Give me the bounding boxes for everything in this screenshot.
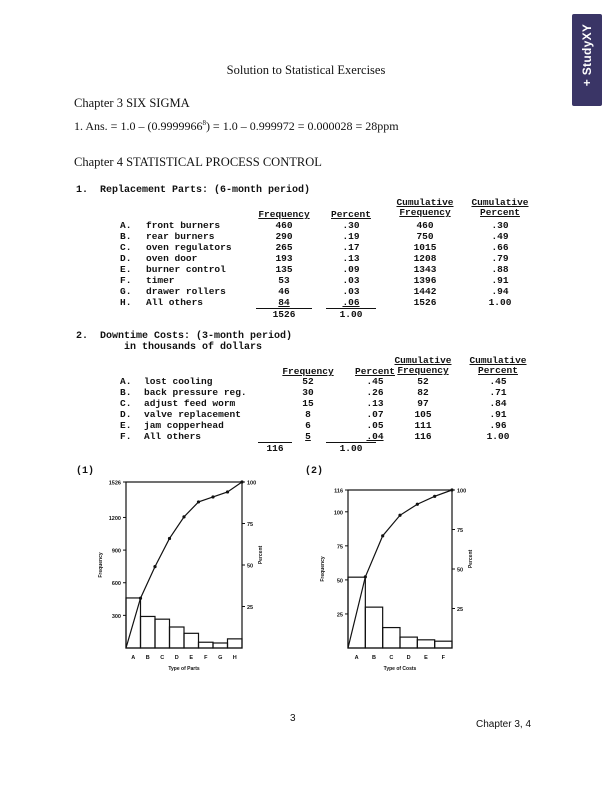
y2-axis-label: Percent [258, 545, 264, 565]
y-tick-label: 600 [111, 581, 121, 588]
row-letter: G. [120, 286, 132, 297]
y2-tick-label: 50 [457, 567, 464, 574]
bar [170, 627, 185, 648]
row-cumulative-frequency: 1396 [413, 275, 437, 286]
row-frequency: 460 [275, 220, 293, 231]
row-percent: .19 [342, 231, 360, 242]
chart2-label: (2) [305, 466, 324, 477]
header-frequency: Frequency [282, 366, 334, 377]
x-tick-label: A [131, 655, 136, 661]
row-letter: F. [120, 431, 132, 442]
section2-title: 2. Downtime Costs: (3-month period) [76, 331, 293, 342]
chart1-label: (1) [76, 466, 95, 477]
header-percent: Percent [331, 209, 371, 220]
cumulative-point [416, 503, 419, 506]
y2-tick-label: 25 [457, 607, 464, 613]
row-letter: A. [120, 376, 132, 387]
y-tick-label: 300 [111, 613, 121, 620]
row-letter: E. [120, 264, 132, 275]
answer-exponent: 8 [202, 119, 206, 127]
y-tick-label: 25 [336, 612, 343, 619]
plot-frame [126, 482, 242, 648]
answer-suffix: ) = 1.0 – 0.999972 = 0.000028 = 28ppm [205, 119, 399, 133]
x-tick-label: E [424, 655, 428, 661]
row-frequency: 265 [275, 242, 293, 253]
row-cumulative-frequency: 97 [417, 398, 429, 409]
row-name: adjust feed worm [144, 398, 236, 409]
cumulative-point [433, 495, 436, 498]
header-percent: Percent [355, 366, 395, 377]
header-frequency: Frequency [258, 209, 310, 220]
x-tick-label: G [218, 655, 223, 661]
row-letter: B. [120, 231, 132, 242]
row-name: burner control [146, 264, 226, 275]
row-cumulative-frequency: 750 [416, 231, 434, 242]
row-percent: .06 [342, 297, 360, 308]
row-name: oven regulators [146, 242, 232, 253]
x-tick-label: B [145, 655, 150, 661]
row-letter: F. [120, 275, 132, 286]
row-cumulative-frequency: 1526 [413, 297, 437, 308]
y2-tick-label: 50 [247, 563, 254, 570]
row-cumulative-frequency: 1208 [413, 253, 437, 264]
row-letter: H. [120, 297, 132, 308]
x-tick-label: E [189, 655, 194, 661]
section1-total-frequency: 1526 [256, 308, 312, 320]
row-percent: .03 [342, 286, 360, 297]
row-letter: B. [120, 387, 132, 398]
y-tick-label: 1200 [108, 515, 121, 522]
y-axis-label: Frequency [320, 556, 326, 582]
cumulative-point [211, 495, 214, 498]
row-frequency: 52 [302, 376, 314, 387]
row-cumulative-percent: .45 [489, 376, 507, 387]
row-cumulative-frequency: 111 [414, 420, 432, 431]
row-cumulative-frequency: 1015 [413, 242, 437, 253]
y2-tick-label: 100 [457, 488, 467, 495]
bar [365, 607, 382, 648]
x-tick-label: F [204, 655, 208, 661]
bar [141, 616, 156, 648]
row-percent: .04 [366, 431, 384, 442]
row-percent: .05 [366, 420, 384, 431]
y-tick-label: 900 [111, 548, 121, 555]
row-cumulative-percent: .91 [491, 275, 509, 286]
row-cumulative-percent: .79 [491, 253, 509, 264]
cumulative-point [364, 575, 367, 578]
row-cumulative-frequency: 460 [416, 220, 434, 231]
x-tick-label: C [389, 655, 394, 661]
row-cumulative-percent: .49 [491, 231, 509, 242]
row-percent: .13 [366, 398, 384, 409]
bar [228, 639, 243, 648]
header-cumulative-frequency: Cumulative Frequency [396, 197, 454, 218]
row-cumulative-frequency: 82 [417, 387, 429, 398]
bar [155, 619, 170, 648]
row-cumulative-percent: .88 [491, 264, 509, 275]
table-row [0, 387, 612, 398]
row-cumulative-percent: .91 [489, 409, 507, 420]
row-cumulative-percent: 1.00 [486, 431, 510, 442]
answer-prefix: 1. Ans. = 1.0 – (0.9999966 [74, 119, 203, 133]
bar [383, 628, 400, 648]
row-cumulative-frequency: 52 [417, 376, 429, 387]
table-row [0, 398, 612, 409]
row-letter: D. [120, 253, 132, 264]
y2-tick-label: 75 [457, 528, 464, 534]
table-row [0, 420, 612, 431]
row-name: All others [146, 297, 204, 308]
row-name: valve replacement [144, 409, 241, 420]
row-frequency: 8 [305, 409, 311, 420]
chapter3-heading: Chapter 3 SIX SIGMA [74, 96, 190, 110]
studyxy-logo-text: + StudyXY [580, 23, 594, 87]
bar [199, 642, 214, 648]
cumulative-point [182, 515, 185, 518]
x-tick-label: F [441, 655, 446, 661]
row-letter: C. [120, 398, 132, 409]
row-letter: D. [120, 409, 132, 420]
y2-tick-label: 75 [247, 522, 254, 528]
header-cumulative-percent: Cumulative Percent [469, 355, 527, 376]
row-frequency: 290 [275, 231, 293, 242]
y-tick-label: 50 [336, 578, 343, 585]
y-tick-label: 75 [336, 544, 343, 551]
y-axis-label: Frequency [98, 552, 104, 578]
table-row [0, 409, 612, 420]
row-frequency: 135 [275, 264, 293, 275]
cumulative-point [226, 490, 229, 493]
row-percent: .30 [342, 220, 360, 231]
x-tick-label: D [406, 655, 411, 661]
cumulative-point [168, 537, 171, 540]
row-percent: .17 [342, 242, 360, 253]
y2-tick-label: 100 [247, 480, 257, 487]
row-cumulative-percent: .66 [491, 242, 509, 253]
y-tick-label: 100 [333, 510, 343, 517]
row-name: drawer rollers [146, 286, 226, 297]
row-percent: .07 [366, 409, 384, 420]
row-frequency: 84 [278, 297, 290, 308]
cumulative-point [398, 514, 401, 517]
row-name: oven door [146, 253, 198, 264]
row-frequency: 6 [305, 420, 311, 431]
row-name: lost cooling [144, 376, 213, 387]
header-cumulative-frequency: Cumulative Frequency [394, 355, 452, 376]
row-name: All others [144, 431, 202, 442]
section2-total-frequency: 116 [258, 442, 292, 454]
x-axis-label: Type of Parts [168, 666, 200, 672]
cumulative-point [139, 597, 142, 600]
row-cumulative-frequency: 105 [414, 409, 432, 420]
table-row [0, 376, 612, 387]
x-tick-label: B [372, 655, 376, 661]
chapter-footer: Chapter 3, 4 [476, 719, 532, 730]
x-tick-label: A [354, 655, 359, 661]
cumulative-point [381, 534, 384, 537]
bar [213, 643, 228, 648]
y-tick-label: 1526 [108, 480, 121, 487]
cumulative-point [197, 500, 200, 503]
row-cumulative-frequency: 1442 [413, 286, 437, 297]
row-cumulative-frequency: 1343 [413, 264, 437, 275]
section1-title: 1. Replacement Parts: (6-month period) [76, 185, 311, 196]
row-frequency: 53 [278, 275, 290, 286]
row-cumulative-percent: .94 [491, 286, 509, 297]
row-percent: .13 [342, 253, 360, 264]
chapter4-heading: Chapter 4 STATISTICAL PROCESS CONTROL [74, 155, 322, 169]
y2-axis-label: Percent [468, 549, 474, 569]
row-cumulative-percent: .96 [489, 420, 507, 431]
row-letter: A. [120, 220, 132, 231]
section2-subtitle: in thousands of dollars [124, 342, 263, 353]
y-tick-label: 116 [334, 488, 343, 495]
row-cumulative-percent: .30 [491, 220, 509, 231]
cumulative-line [126, 482, 242, 648]
section1-total-percent: 1.00 [326, 308, 376, 320]
bar [184, 633, 199, 648]
pareto-chart-costs [308, 480, 478, 686]
pareto-chart-parts [82, 468, 282, 686]
row-frequency: 193 [275, 253, 293, 264]
cumulative-point [153, 565, 156, 568]
row-frequency: 46 [278, 286, 290, 297]
bar [417, 640, 434, 648]
section2-total-percent: 1.00 [326, 442, 376, 454]
y2-tick-label: 25 [247, 605, 254, 611]
x-axis-label: Type of Costs [383, 666, 417, 672]
page-title: Solution to Statistical Exercises [226, 63, 386, 77]
row-name: rear burners [146, 231, 215, 242]
row-name: jam copperhead [144, 420, 224, 431]
row-percent: .26 [366, 387, 384, 398]
row-name: back pressure reg. [144, 387, 247, 398]
x-tick-label: D [174, 655, 179, 661]
header-cumulative-percent: Cumulative Percent [471, 197, 529, 218]
row-name: timer [146, 275, 175, 286]
bar [400, 637, 417, 648]
row-percent: .09 [342, 264, 360, 275]
row-frequency: 5 [305, 431, 311, 442]
row-percent: .45 [366, 376, 384, 387]
page-number: 3 [290, 713, 296, 724]
x-tick-label: C [160, 655, 165, 661]
row-cumulative-percent: .84 [489, 398, 507, 409]
row-name: front burners [146, 220, 221, 231]
bar [435, 641, 452, 648]
row-letter: C. [120, 242, 132, 253]
row-cumulative-frequency: 116 [414, 431, 432, 442]
table-row [0, 431, 612, 442]
row-frequency: 30 [302, 387, 314, 398]
row-frequency: 15 [302, 398, 314, 409]
row-percent: .03 [342, 275, 360, 286]
x-tick-label: H [232, 655, 237, 661]
row-cumulative-percent: 1.00 [488, 297, 512, 308]
row-cumulative-percent: .71 [489, 387, 507, 398]
row-letter: E. [120, 420, 132, 431]
